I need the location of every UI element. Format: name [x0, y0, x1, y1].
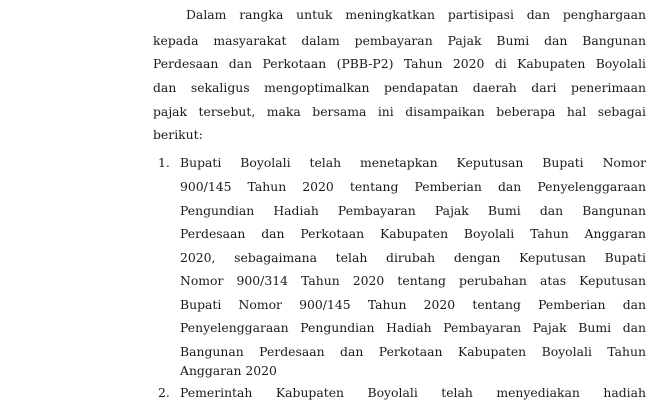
- intro-line-1: Dalam rangka untuk meningkatkan partisipasi dan penghargaan: [186, 7, 646, 22]
- item-1-line-9: Bangunan Perdesaan dan Perkotaan Kabupaten Boyolali Tahun: [180, 344, 646, 359]
- item-1-line-4: Perdesaan dan Perkotaan Kabupaten Boyolali Tahun Anggaran: [180, 226, 646, 241]
- item-1-line-10: Anggaran 2020: [180, 363, 277, 378]
- item-1-line-1: Bupati Boyolali telah menetapkan Keputusan Bupati Nomor: [180, 155, 646, 170]
- item-1-number: 1.: [158, 155, 170, 170]
- item-1-line-3: Pengundian Hadiah Pembayaran Pajak Bumi dan Bangunan: [180, 203, 646, 218]
- item-2-number: 2.: [158, 385, 170, 400]
- intro-line-6: berikut:: [153, 127, 203, 142]
- intro-line-2: kepada masyarakat dalam pembayaran Pajak Bumi dan Bangunan: [153, 33, 646, 48]
- item-1-line-5: 2020, sebagaimana telah dirubah dengan Keputusan Bupati: [180, 250, 646, 265]
- intro-line-5: pajak tersebut, maka bersama ini disampaikan beberapa hal sebagai: [153, 104, 646, 119]
- item-1-line-7: Bupati Nomor 900/145 Tahun 2020 tentang Pemberian dan: [180, 297, 646, 312]
- intro-line-3: Perdesaan dan Perkotaan (PBB-P2) Tahun 2020 di Kabupaten Boyolali: [153, 56, 646, 71]
- item-1-line-6: Nomor 900/314 Tahun 2020 tentang perubahan atas Keputusan: [180, 273, 646, 288]
- item-1-line-2: 900/145 Tahun 2020 tentang Pemberian dan Penyelenggaraan: [180, 179, 646, 194]
- item-2-line-1: Pemerintah Kabupaten Boyolali telah menyediakan hadiah: [180, 385, 646, 400]
- item-1-line-8: Penyelenggaraan Pengundian Hadiah Pembayaran Pajak Bumi dan: [180, 320, 646, 335]
- intro-line-4: dan sekaligus mengoptimalkan pendapatan daerah dari penerimaan: [153, 80, 646, 95]
